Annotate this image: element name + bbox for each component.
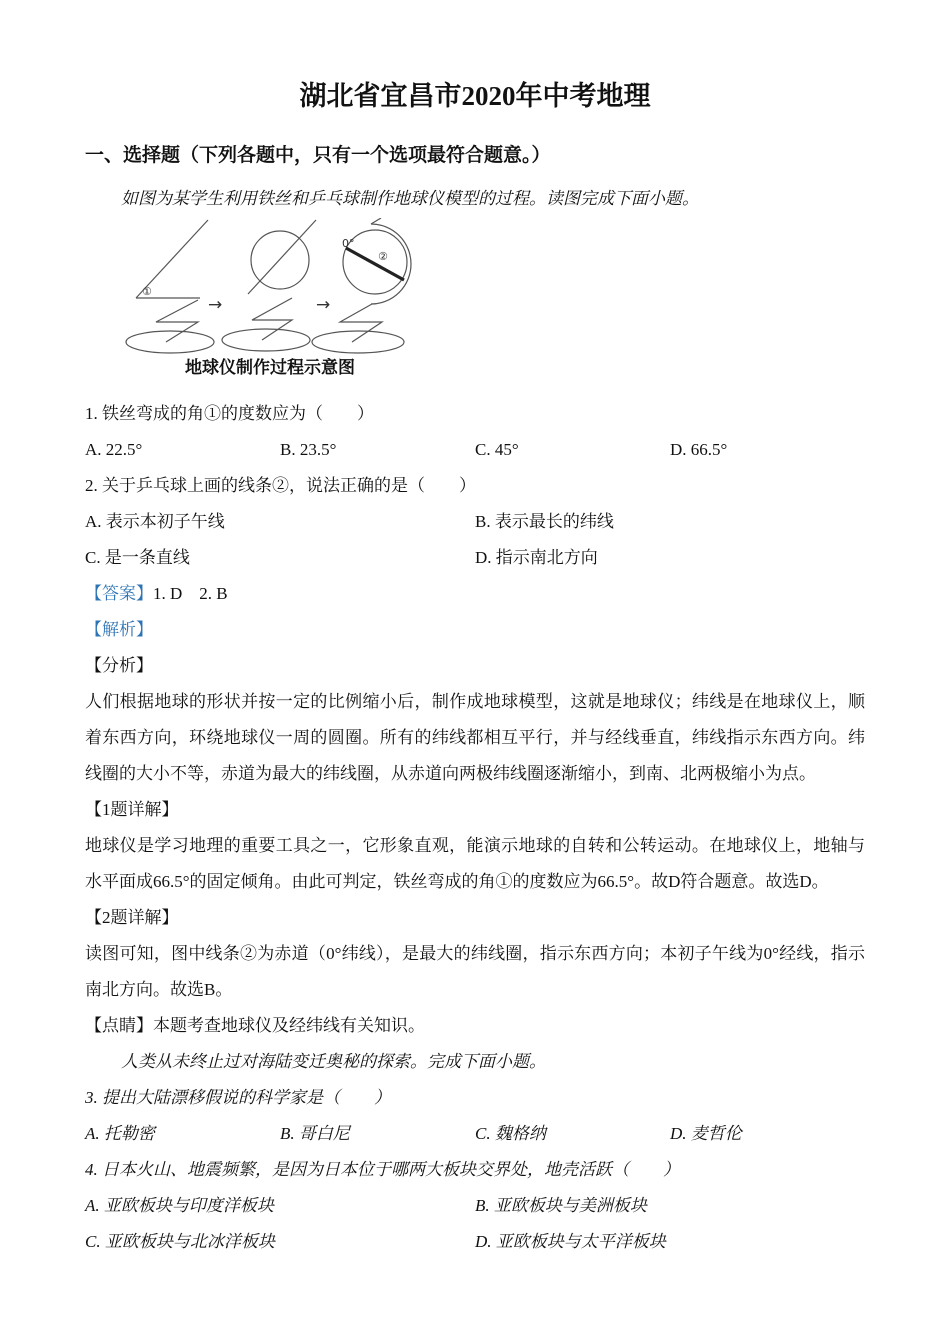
option-q1-b: B. 23.5° <box>280 440 337 459</box>
arrow-icon: → <box>316 295 331 315</box>
question-2-options-row-1 <box>85 504 865 540</box>
option-q1-d: D. 66.5° <box>670 440 728 459</box>
question-1-options <box>85 432 865 468</box>
question-4-options-row-1 <box>85 1188 865 1224</box>
detail2-text: 读图可知，图中线条②为赤道（0°纬线），是最大的纬线圈，指示东西方向；本初子午线为0°经线，指示南北方向。故选B。 <box>85 944 865 999</box>
figure-stage-2-ball <box>222 220 316 351</box>
option-q4-a: A. 亚欧板块与印度洋板块 <box>85 1196 274 1215</box>
question-1: 1. 铁丝弯成的角①的度数应为（ ） <box>85 404 374 423</box>
answer-line <box>85 576 865 612</box>
detail1-text: 地球仪是学习地理的重要工具之一，它形象直观，能演示地球的自转和公转运动。在地球仪上，地轴与水平面成66.5°的固定倾角。由此可判定，铁丝弯成的角①的度数应为66.5°。故D符合题意。故选D。 <box>85 836 865 891</box>
jiexi-label: 【解析】 <box>85 620 153 639</box>
passage2-intro: 人类从未终止过对海陆变迁奥秘的探索。完成下面小题。 <box>121 1052 546 1071</box>
passage1-intro: 如图为某学生利用铁丝和乒乓球制作地球仪模型的过程。读图完成下面小题。 <box>121 189 699 208</box>
option-q3-d: D. 麦哲伦 <box>670 1124 742 1143</box>
angle-1-label: ① <box>142 285 152 298</box>
globe-making-diagram <box>120 218 420 354</box>
answer-label: 【答案】 <box>85 584 153 603</box>
option-q3-a: A. 托勒密 <box>85 1124 155 1143</box>
option-q4-c: C. 亚欧板块与北冰洋板块 <box>85 1232 275 1251</box>
dianjing-line <box>85 1008 865 1044</box>
option-q3-c: C. 魏格纳 <box>475 1124 546 1143</box>
option-q2-c: C. 是一条直线 <box>85 548 190 567</box>
option-q1-c: C. 45° <box>475 440 519 459</box>
option-q2-b: B. 表示最长的纬线 <box>475 512 614 531</box>
globe-figure <box>120 218 420 380</box>
option-q2-a: A. 表示本初子午线 <box>85 512 225 531</box>
question-4-options-row-2 <box>85 1224 865 1260</box>
option-q2-d: D. 指示南北方向 <box>475 548 598 567</box>
option-q3-b: B. 哥白尼 <box>280 1124 350 1143</box>
detail1-label: 【1题详解】 <box>85 800 179 819</box>
line-2-label: ② <box>378 250 388 263</box>
arrow-icon: → <box>208 295 223 315</box>
section-heading: 一、选择题（下列各题中，只有一个选项最符合题意。） <box>85 145 551 166</box>
page-title: 湖北省宜昌市2020年中考地理 <box>299 81 651 111</box>
answer-value: 1. D 2. B <box>153 584 228 603</box>
detail2-label: 【2题详解】 <box>85 908 179 927</box>
question-2-options-row-2 <box>85 540 865 576</box>
dianjing-label: 【点睛】 <box>85 1016 153 1035</box>
option-q4-b: B. 亚欧板块与美洲板块 <box>475 1196 647 1215</box>
option-q4-d: D. 亚欧板块与太平洋板块 <box>475 1232 666 1251</box>
question-3: 3. 提出大陆漂移假说的科学家是（ ） <box>85 1088 391 1107</box>
question-4: 4. 日本火山、地震频繁，是因为日本位于哪两大板块交界处，地壳活跃（ ） <box>85 1160 680 1179</box>
question-2: 2. 关于乒乓球上画的线条②，说法正确的是（ ） <box>85 476 476 495</box>
option-q1-a: A. 22.5° <box>85 440 143 459</box>
figure-caption: 地球仪制作过程示意图 <box>185 358 355 377</box>
dianjing-text: 本题考查地球仪及经纬线有关知识。 <box>153 1016 425 1035</box>
fenxi-label: 【分析】 <box>85 656 153 675</box>
zero-degree-label: 0° <box>342 237 355 250</box>
question-3-options <box>85 1116 865 1152</box>
fenxi-text: 人们根据地球的形状并按一定的比例缩小后，制作成地球模型，这就是地球仪；纬线是在地球仪上，顺着东西方向，环绕地球仪一周的圆圈。所有的纬线都相互平行，并与经线垂直，纬线指示东西方向。纬线圈的大小不等，赤道为最大的纬线圈，从赤道向两极纬线圈逐渐缩小，到南、北两极缩小为点。 <box>85 692 865 783</box>
figure-stage-3-globe <box>312 218 411 353</box>
figure-stage-1-wire <box>126 220 214 353</box>
